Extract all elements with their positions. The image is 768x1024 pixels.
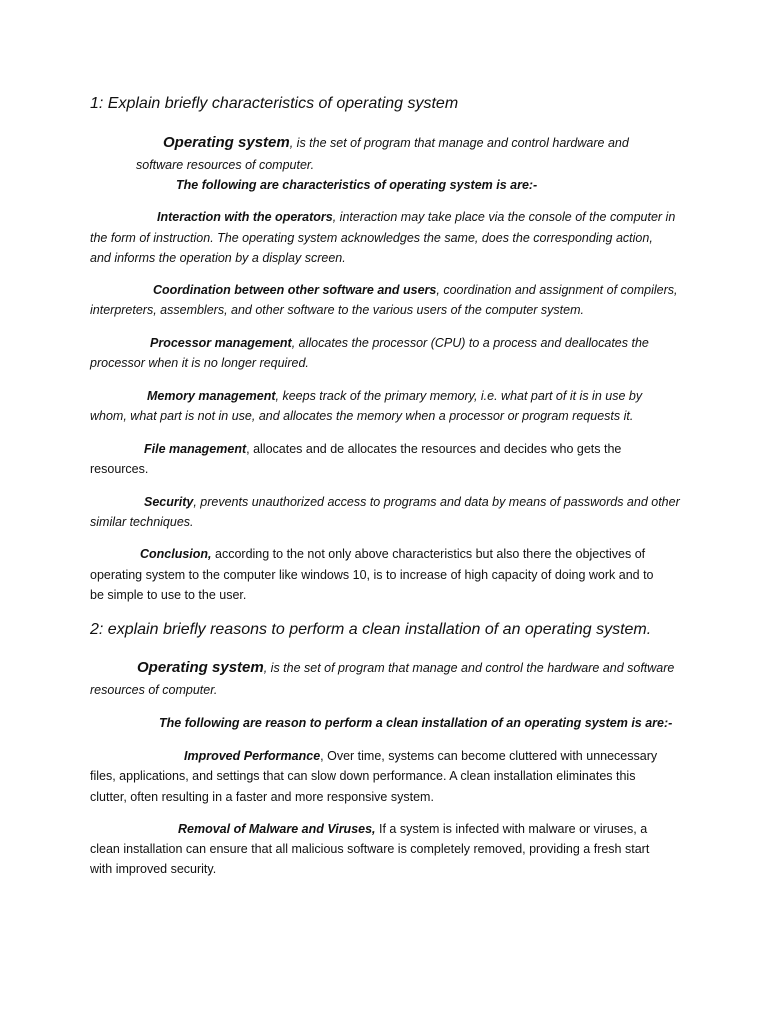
- q1-definition-line-1: [163, 134, 629, 152]
- q2-item-malware-line-1: [178, 820, 647, 838]
- q1-item-processor-line-1: [150, 334, 649, 352]
- q1-heading: 1: Explain briefly characteristics of operating system: [90, 95, 459, 112]
- q1-conclusion-line-2: operating system to the computer like windows 10, is to increase of high capacity of doing work and to: [90, 568, 654, 582]
- q2-item-performance-text: , Over time, systems can become cluttered with unnecessary: [320, 749, 658, 763]
- q1-definition-term: Operating system: [163, 134, 290, 151]
- q1-conclusion-term: Conclusion,: [140, 547, 212, 561]
- q1-item-interaction-line-2: the form of instruction. The operating system acknowledges the same, does the corresponding action,: [90, 231, 653, 245]
- q1-item-processor-line-2: processor when it is no longer required.: [90, 356, 309, 370]
- q1-item-coordination-term: Coordination between other software and users: [153, 283, 437, 297]
- q2-item-performance-line-2: files, applications, and settings that can slow down performance. A clean installation eliminates this: [90, 769, 636, 783]
- q2-item-performance-line-3: clutter, often resulting in a faster and more responsive system.: [90, 790, 434, 804]
- q1-item-coordination-line-2: interpreters, assemblers, and other software to the various users of the computer system.: [90, 303, 584, 317]
- q2-heading: 2: explain briefly reasons to perform a clean installation of an operating system.: [90, 621, 652, 638]
- q1-item-processor-text: , allocates the processor (CPU) to a process and deallocates the: [291, 336, 649, 350]
- q2-item-malware-text: If a system is infected with malware or viruses, a: [375, 822, 648, 836]
- q1-intro: The following are characteristics of operating system is are:-: [176, 178, 538, 192]
- q1-item-file-term: File management: [144, 442, 247, 456]
- q1-item-security-term: Security: [144, 495, 194, 509]
- q2-definition-line-2: resources of computer.: [90, 683, 218, 697]
- q1-item-file-line-1: [144, 440, 621, 458]
- q2-definition-line-1: [137, 659, 674, 677]
- q2-definition-term: Operating system: [137, 659, 264, 676]
- q1-item-file-text: , allocates and de allocates the resources and decides who gets the: [246, 442, 622, 456]
- q1-item-coordination-text: , coordination and assignment of compilers,: [436, 283, 678, 297]
- q1-definition-line-2: software resources of computer.: [136, 158, 315, 172]
- q1-item-file-line-2: resources.: [90, 462, 149, 476]
- q1-item-memory-line-1: [147, 387, 642, 405]
- q2-item-performance-term: Improved Performance: [184, 749, 321, 763]
- q1-item-security-text: , prevents unauthorized access to programs and data by means of passwords and other: [193, 495, 680, 509]
- q1-item-memory-line-2: whom, what part is not in use, and allocates the memory when a processor or program requests it.: [90, 409, 634, 423]
- q1-item-coordination-line-1: [153, 281, 677, 299]
- q1-conclusion-line-3: be simple to use to the user.: [90, 588, 247, 602]
- q1-item-security-line-1: [144, 493, 680, 511]
- q1-item-interaction-text: , interaction may take place via the console of the computer in: [332, 210, 676, 224]
- q2-definition-text: , is the set of program that manage and control the hardware and software: [263, 661, 675, 675]
- q1-item-interaction-term: Interaction with the operators: [157, 210, 333, 224]
- q1-conclusion-text: according to the not only above characteristics but also there the objectives of: [211, 547, 646, 561]
- q1-item-memory-text: , keeps track of the primary memory, i.e. what part of it is in use by: [275, 389, 643, 403]
- q2-intro: The following are reason to perform a clean installation of an operating system is are:-: [159, 716, 673, 730]
- q1-item-memory-term: Memory management: [147, 389, 276, 403]
- q2-item-malware-line-2: clean installation can ensure that all malicious software is completely removed, providing a fresh start: [90, 842, 650, 856]
- q1-item-security-line-2: similar techniques.: [90, 515, 194, 529]
- q1-item-interaction-line-3: and informs the operation by a display screen.: [90, 251, 346, 265]
- q1-conclusion-line-1: [140, 545, 645, 563]
- q1-definition-text: , is the set of program that manage and control hardware and: [289, 136, 629, 150]
- q1-item-processor-term: Processor management: [150, 336, 292, 350]
- q2-item-malware-line-3: with improved security.: [90, 862, 217, 876]
- q1-item-interaction-line-1: [157, 208, 675, 226]
- q2-item-performance-line-1: [184, 747, 657, 765]
- q2-item-malware-term: Removal of Malware and Viruses,: [178, 822, 376, 836]
